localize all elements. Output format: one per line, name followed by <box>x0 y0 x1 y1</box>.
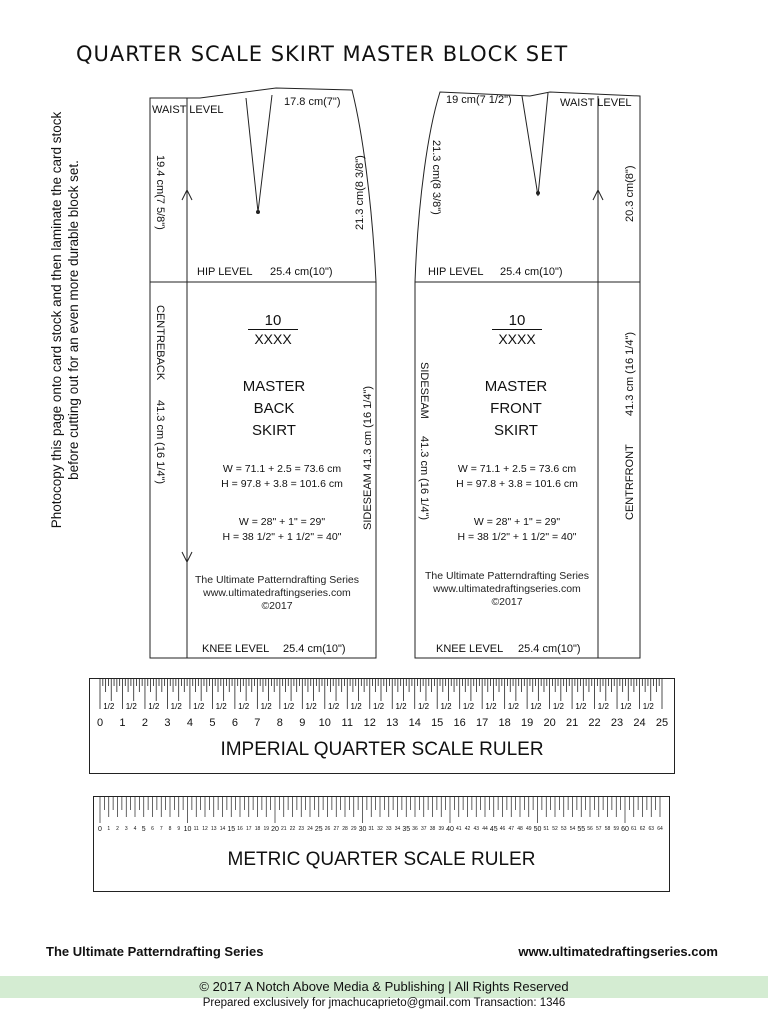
imperial-half-label: 1/2 <box>507 702 520 711</box>
metric-number: 61 <box>630 826 637 832</box>
imperial-half-label: 1/2 <box>373 702 385 711</box>
imperial-half-label: 1/2 <box>575 702 587 711</box>
back-formula-cm-h: H = 97.8 + 3.8 = 101.6 cm <box>221 478 343 490</box>
imperial-number: 12 <box>363 717 376 729</box>
front-credit-year: ©2017 <box>491 596 523 608</box>
back-centreback-measure: 41.3 cm (16 1/4") <box>154 400 166 484</box>
imperial-half-label: 1/2 <box>238 702 250 711</box>
metric-number: 62 <box>639 826 646 832</box>
metric-number: 16 <box>237 826 243 832</box>
metric-number: 19 <box>263 826 270 832</box>
back-hip-level: HIP LEVEL <box>197 266 253 278</box>
imperial-number: 21 <box>565 717 579 729</box>
back-credit <box>182 574 372 613</box>
metric-number: 10 <box>183 826 192 833</box>
back-centre-upper-measure: 19.4 cm(7 5/8") <box>154 155 166 230</box>
metric-number: 15 <box>227 826 236 833</box>
imperial-half-label: 1/2 <box>417 702 430 711</box>
imperial-half-label: 1/2 <box>328 702 340 711</box>
front-sideseam-label: SIDESEAM <box>418 362 430 419</box>
imperial-ruler <box>89 678 675 774</box>
metric-number: 26 <box>324 826 331 832</box>
imperial-number: 2 <box>141 717 149 729</box>
metric-number: 13 <box>210 826 217 832</box>
front-hip-level: HIP LEVEL <box>428 266 484 278</box>
imperial-half-label: 1/2 <box>283 702 295 711</box>
front-side-upper-measure: 21.3 cm(8 3/8") <box>430 140 442 215</box>
back-name-line-2: BACK <box>253 400 295 417</box>
imperial-half-label: 1/2 <box>350 702 362 711</box>
metric-number: 63 <box>648 826 655 832</box>
front-formula-in-w: W = 28" + 1" = 29" <box>473 516 561 528</box>
metric-number: 21 <box>280 826 287 832</box>
metric-number: 34 <box>394 826 401 832</box>
front-formula-cm <box>423 462 611 492</box>
imperial-number: 3 <box>164 717 171 729</box>
front-centrefront-measure: 41.3 cm (16 1/4") <box>624 332 636 416</box>
metric-number: 53 <box>560 826 567 832</box>
imperial-ruler-title: IMPERIAL QUARTER SCALE RULER <box>220 739 544 760</box>
back-knee-measure: 25.4 cm(10") <box>283 643 346 655</box>
metric-number: 47 <box>508 826 515 832</box>
front-formula-in-h: H = 38 1/2" + 1 1/2" = 40" <box>457 531 577 543</box>
imperial-number: 24 <box>633 717 646 729</box>
metric-number: 29 <box>350 826 357 832</box>
footer-series: The Ultimate Patterndrafting Series <box>46 944 264 959</box>
imperial-number: 22 <box>588 717 601 729</box>
metric-number: 50 <box>533 826 542 833</box>
metric-number: 8 <box>168 826 172 832</box>
front-knee-level: KNEE LEVEL <box>436 643 504 655</box>
metric-number: 43 <box>473 826 480 832</box>
imperial-number: 9 <box>299 717 306 729</box>
metric-number: 40 <box>446 826 454 833</box>
front-formula-cm-w: W = 71.1 + 2.5 = 73.6 cm <box>457 463 577 475</box>
back-fraction-num: 10 <box>264 312 282 329</box>
imperial-number: 20 <box>543 717 556 729</box>
back-skirt-name <box>224 376 324 442</box>
metric-number: 6 <box>151 826 154 832</box>
metric-number: 36 <box>412 826 418 832</box>
back-formula-cm-w: W = 71.1 + 2.5 = 73.6 cm <box>222 463 342 475</box>
prepared-text: Prepared exclusively for jmachucaprieto@gmail.com Transaction: 1346 <box>202 997 566 1009</box>
imperial-number: 4 <box>186 717 193 729</box>
imperial-number: 0 <box>96 717 104 729</box>
imperial-numbers <box>90 717 674 733</box>
back-credit-site: www.ultimatedraftingseries.com <box>203 587 351 599</box>
imperial-half-label: 1/2 <box>530 702 542 711</box>
front-credit-series: The Ultimate Patterndrafting Series <box>425 570 589 582</box>
metric-number: 17 <box>245 826 252 832</box>
metric-number: 1 <box>107 826 111 832</box>
imperial-number: 10 <box>318 717 331 729</box>
metric-number: 41 <box>455 826 462 832</box>
metric-number: 51 <box>543 826 550 832</box>
metric-number: 42 <box>464 826 471 832</box>
imperial-half-label: 1/2 <box>125 702 137 711</box>
back-side-upper-measure: 21.3 cm(8 3/8") <box>354 155 366 230</box>
front-name-line-1: MASTER <box>484 378 548 395</box>
back-skirt-outline <box>150 88 376 658</box>
back-formula-cm <box>188 462 376 492</box>
metric-number: 18 <box>254 826 261 832</box>
front-formula-in <box>423 515 611 545</box>
imperial-number: 23 <box>610 717 624 729</box>
front-formula-cm-h: H = 97.8 + 3.8 = 101.6 cm <box>456 478 578 490</box>
metric-number: 52 <box>552 826 558 832</box>
imperial-half-label: 1/2 <box>170 702 182 711</box>
back-sideseam-label: SIDESEAM <box>362 473 374 530</box>
imperial-half-label: 1/2 <box>215 702 227 711</box>
front-fraction-den: XXXX <box>492 329 542 347</box>
metric-number: 20 <box>271 826 279 833</box>
metric-number: 23 <box>298 826 305 832</box>
imperial-half-label: 1/2 <box>485 702 497 711</box>
imperial-half-label: 1/2 <box>620 702 632 711</box>
imperial-half-label: 1/2 <box>395 702 407 711</box>
imperial-number: 19 <box>520 717 534 729</box>
page-title: QUARTER SCALE SKIRT MASTER BLOCK SET <box>76 42 569 66</box>
imperial-half-label: 1/2 <box>260 702 272 711</box>
back-credit-year: ©2017 <box>261 600 293 612</box>
back-formula-in-h: H = 38 1/2" + 1 1/2" = 40" <box>222 531 342 543</box>
back-fraction <box>248 312 298 347</box>
imperial-number: 8 <box>276 717 283 729</box>
metric-number: 59 <box>613 826 620 832</box>
metric-number: 54 <box>569 826 576 832</box>
metric-number: 35 <box>402 826 411 833</box>
imperial-number: 6 <box>231 717 238 729</box>
back-waist-level: WAIST LEVEL <box>152 104 224 116</box>
metric-number: 5 <box>141 826 146 833</box>
back-knee-level: KNEE LEVEL <box>202 643 270 655</box>
metric-number: 11 <box>193 826 199 832</box>
footer-website[interactable]: www.ultimatedraftingseries.com <box>518 944 718 959</box>
back-waist-measure: 17.8 cm(7") <box>284 96 341 108</box>
imperial-number: 14 <box>408 717 421 729</box>
metric-number: 4 <box>133 826 137 832</box>
metric-number: 12 <box>202 826 208 832</box>
metric-ticks <box>94 797 669 827</box>
metric-number: 49 <box>525 826 532 832</box>
front-credit-site: www.ultimatedraftingseries.com <box>433 583 581 595</box>
imperial-number: 7 <box>254 717 261 729</box>
imperial-number: 15 <box>431 717 444 729</box>
imperial-number: 17 <box>476 717 489 729</box>
back-fraction-den: XXXX <box>248 329 298 347</box>
back-formula-in-w: W = 28" + 1" = 29" <box>238 516 326 528</box>
front-sideseam-measure: 41.3 cm (16 1/4") <box>418 436 430 520</box>
front-knee-measure: 25.4 cm(10") <box>518 643 581 655</box>
front-centrefront-label: CENTRFRONT <box>624 444 636 520</box>
metric-number: 25 <box>314 826 323 833</box>
copyright-text: © 2017 A Notch Above Media & Publishing | All Rights Reserved <box>199 979 569 994</box>
metric-number: 64 <box>657 826 663 832</box>
metric-number: 46 <box>499 826 506 832</box>
metric-number: 60 <box>621 826 629 833</box>
metric-number: 56 <box>587 826 593 832</box>
metric-ruler <box>93 796 670 892</box>
back-name-line-1: MASTER <box>242 378 306 395</box>
metric-number: 39 <box>438 826 445 832</box>
metric-number: 45 <box>489 826 498 833</box>
front-fraction-num: 10 <box>508 312 526 329</box>
front-skirt-name <box>466 376 566 442</box>
metric-number: 37 <box>420 826 427 832</box>
imperial-number: 25 <box>655 717 669 729</box>
front-waist-level: WAIST LEVEL <box>560 97 632 109</box>
metric-number: 28 <box>342 826 348 832</box>
metric-number: 55 <box>577 826 586 833</box>
metric-number: 0 <box>98 826 102 833</box>
imperial-half-label: 1/2 <box>597 702 609 711</box>
side-note-line-1: Photocopy this page onto card stock and then laminate the card stock <box>49 111 64 529</box>
metric-numbers <box>94 826 669 834</box>
imperial-ticks <box>90 679 674 719</box>
metric-number: 33 <box>385 826 392 832</box>
metric-number: 2 <box>116 826 119 832</box>
imperial-half-label: 1/2 <box>148 702 160 711</box>
imperial-half-label: 1/2 <box>552 702 564 711</box>
metric-number: 31 <box>368 826 375 832</box>
back-formula-in <box>188 515 376 545</box>
metric-number: 44 <box>482 826 488 832</box>
metric-number: 38 <box>429 826 436 832</box>
imperial-half-label: 1/2 <box>305 702 317 711</box>
metric-number: 22 <box>289 826 296 832</box>
front-fraction <box>492 312 542 347</box>
metric-number: 27 <box>333 826 340 832</box>
imperial-number: 1 <box>119 717 126 729</box>
imperial-half-label: 1/2 <box>642 702 654 711</box>
metric-number: 24 <box>307 826 313 832</box>
front-name-line-3: SKIRT <box>494 422 538 439</box>
metric-number: 48 <box>517 826 523 832</box>
back-name-line-3: SKIRT <box>252 422 296 439</box>
metric-number: 9 <box>177 826 181 832</box>
imperial-half-label: 1/2 <box>103 702 115 711</box>
metric-number: 32 <box>377 826 383 832</box>
front-name-line-2: FRONT <box>490 400 542 417</box>
imperial-half-label: 1/2 <box>462 702 475 711</box>
imperial-number: 18 <box>498 717 511 729</box>
back-hip-measure: 25.4 cm(10") <box>270 266 333 278</box>
imperial-number: 13 <box>386 717 399 729</box>
metric-number: 30 <box>358 826 367 833</box>
imperial-half-label: 1/2 <box>193 702 205 711</box>
front-waist-measure: 19 cm(7 1/2") <box>446 94 512 106</box>
front-hip-measure: 25.4 cm(10") <box>500 266 563 278</box>
imperial-number: 16 <box>453 717 466 729</box>
front-centre-upper-measure: 20.3 cm(8") <box>624 165 636 222</box>
back-centreback-label: CENTREBACK <box>154 305 166 381</box>
metric-number: 14 <box>219 826 226 832</box>
imperial-number: 5 <box>209 717 216 729</box>
front-credit <box>412 570 602 609</box>
side-note-line-2: before cutting out for an even more durable block set. <box>66 160 81 480</box>
imperial-number: 11 <box>341 717 353 729</box>
metric-number: 3 <box>124 826 128 832</box>
back-sideseam-measure: 41.3 cm (16 1/4") <box>362 386 374 470</box>
back-credit-series: The Ultimate Patterndrafting Series <box>195 574 359 586</box>
metric-ruler-title: METRIC QUARTER SCALE RULER <box>227 849 536 870</box>
metric-number: 58 <box>604 826 611 832</box>
metric-number: 7 <box>159 826 163 832</box>
metric-number: 57 <box>595 826 602 832</box>
imperial-half-label: 1/2 <box>440 702 452 711</box>
